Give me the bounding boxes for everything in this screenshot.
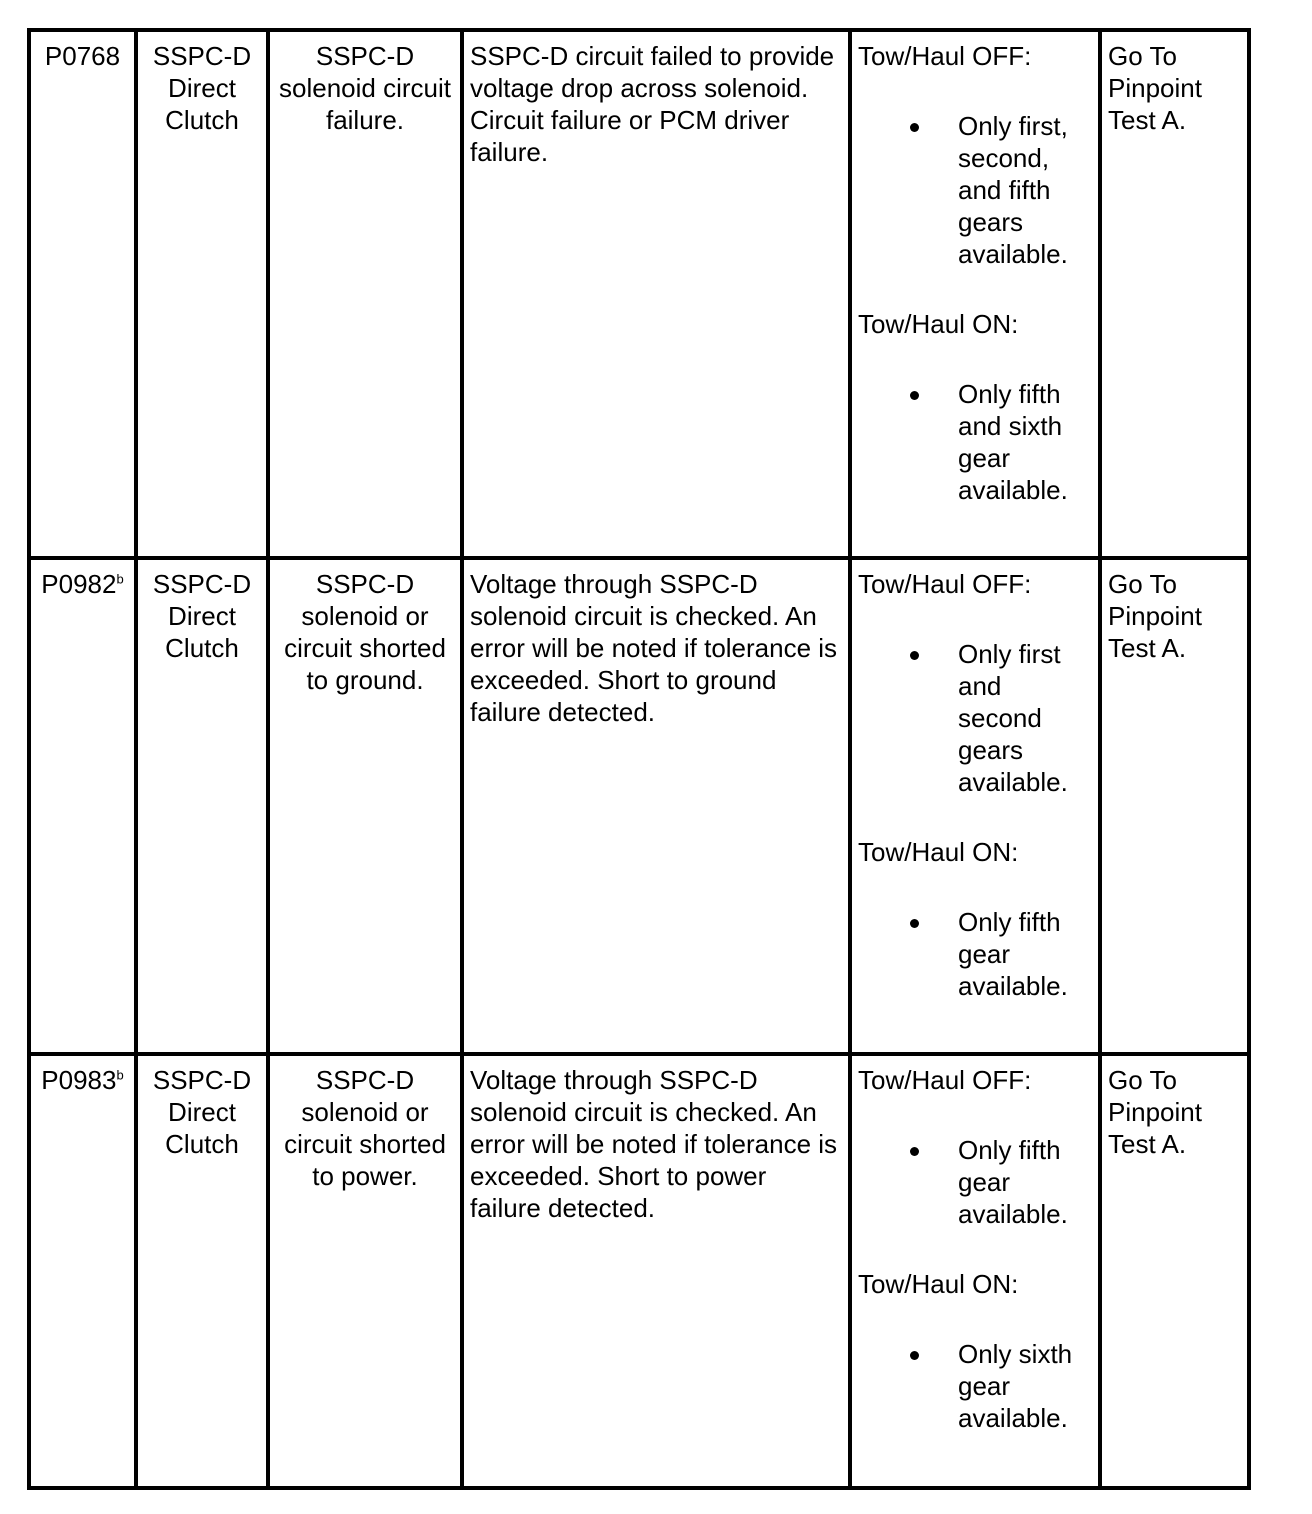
dtc-code-cell [29,30,136,558]
tow-haul-off-label: Tow/Haul OFF: [858,41,1032,71]
action-text: Go To Pinpoint Test A. [1108,569,1202,663]
tow-haul-off-label: Tow/Haul OFF: [858,569,1032,599]
bullet-icon [910,651,919,660]
symptom-item-text: Only fifth gear available. [958,1135,1068,1229]
dtc-code: P0768 [44,41,121,71]
bullet-icon [910,919,919,928]
bullet-list [858,110,1092,270]
symptom-cell [850,30,1100,558]
symptom-item-text: Only first and second gears available. [958,639,1068,797]
tow-haul-on-label: Tow/Haul ON: [858,837,1019,867]
bullet-icon [910,1351,919,1360]
dtc-code: P0982 [41,569,117,599]
component-cell [136,30,268,558]
list-item [858,110,1092,270]
condition-cell [462,1054,850,1488]
list-item [858,906,1092,1002]
description-text: SSPC-D solenoid circuit failure. [279,41,451,135]
footnote-marker: b [116,1067,124,1083]
tow-haul-off-label: Tow/Haul OFF: [858,1065,1032,1095]
component-text: SSPC-D Direct Clutch [152,41,252,135]
footnote-marker: b [116,571,124,587]
condition-text: Voltage through SSPC-D solenoid circuit is checked. An error will be noted if tolerance is exceeded. Short to power failure detected. [470,1065,838,1223]
condition-cell [462,558,850,1054]
bullet-list [858,906,1092,1002]
list-item [858,1134,1092,1230]
description-cell [268,1054,462,1488]
list-item [858,378,1092,506]
dtc-code-cell [29,558,136,1054]
list-item [858,1338,1092,1434]
condition-text: SSPC-D circuit failed to provide voltage drop across solenoid. Circuit failure or PCM driver failure. [470,41,835,167]
dtc-code-cell [29,1054,136,1488]
bullet-icon [910,391,919,400]
condition-text: Voltage through SSPC-D solenoid circuit is checked. An error will be noted if tolerance is exceeded. Short to ground failure detected. [470,569,838,727]
action-cell [1100,30,1249,558]
description-cell [268,558,462,1054]
symptom-item-text: Only fifth and sixth gear available. [958,379,1068,505]
component-text: SSPC-D Direct Clutch [152,1065,252,1159]
action-cell [1100,1054,1249,1488]
component-cell [136,1054,268,1488]
symptom-item-text: Only sixth gear available. [958,1339,1073,1433]
bullet-list [858,1338,1092,1434]
bullet-list [858,1134,1092,1230]
symptom-cell [850,1054,1100,1488]
table-row [29,30,1249,558]
bullet-list [858,638,1092,798]
condition-cell [462,30,850,558]
dtc-table [27,28,1251,1490]
tow-haul-on-label: Tow/Haul ON: [858,1269,1019,1299]
symptom-item-text: Only first, second, and fifth gears available. [958,111,1068,269]
bullet-icon [910,123,919,132]
list-item [858,638,1092,798]
description-text: SSPC-D solenoid or circuit shorted to power. [284,1065,446,1191]
table-row [29,558,1249,1054]
description-text: SSPC-D solenoid or circuit shorted to ground. [284,569,446,695]
table-row [29,1054,1249,1488]
description-cell [268,30,462,558]
component-cell [136,558,268,1054]
dtc-code: P0983 [41,1065,117,1095]
symptom-cell [850,558,1100,1054]
symptom-item-text: Only fifth gear available. [958,907,1068,1001]
action-text: Go To Pinpoint Test A. [1108,1065,1202,1159]
action-text: Go To Pinpoint Test A. [1108,41,1202,135]
action-cell [1100,558,1249,1054]
bullet-list [858,378,1092,506]
bullet-icon [910,1147,919,1156]
tow-haul-on-label: Tow/Haul ON: [858,309,1019,339]
component-text: SSPC-D Direct Clutch [152,569,252,663]
